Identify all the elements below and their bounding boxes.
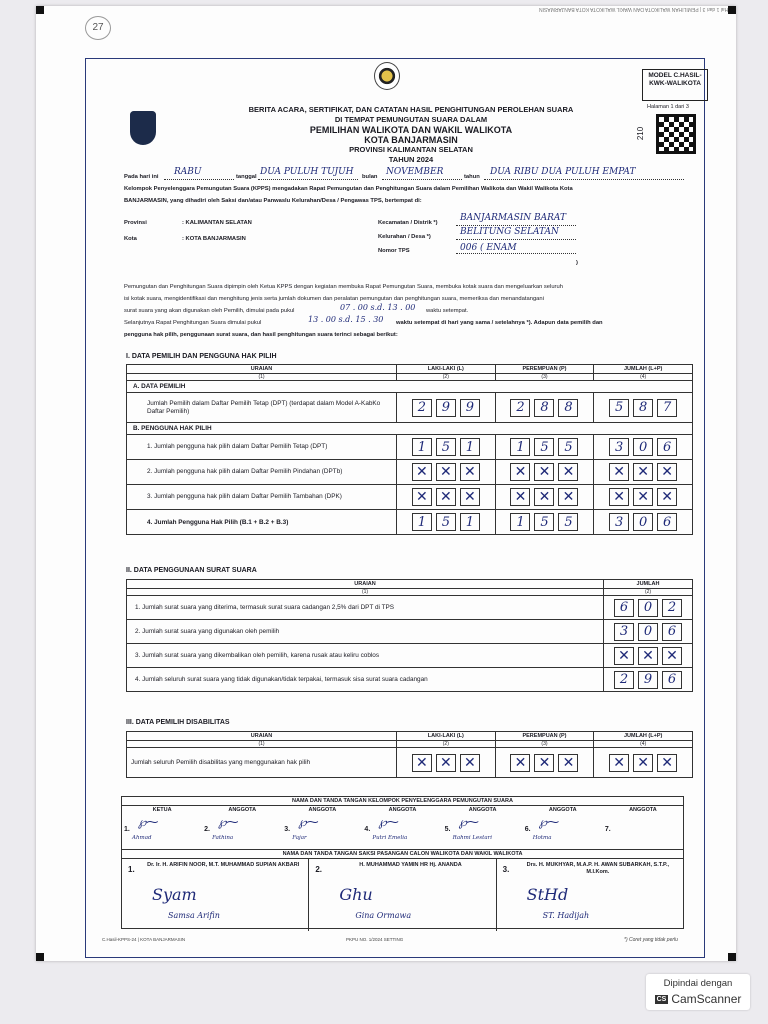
- col-number: (1): [127, 741, 397, 748]
- digit-group: [397, 463, 495, 481]
- digit-group: [594, 438, 692, 456]
- digit-box: 2: [614, 671, 634, 689]
- witness-name: ST. Hadijah: [542, 911, 590, 920]
- digit-box: ✕: [558, 488, 578, 506]
- digit-box: 1: [412, 513, 432, 531]
- signature-role: ANGGOTA: [228, 807, 257, 813]
- row-label: 1. Jumlah surat suara yang diterima, termasuk surat suara cadangan 2,5% dari DPT di TPS: [127, 596, 604, 620]
- saksi-signature-cell: [497, 859, 683, 931]
- label-bulan: bulan: [362, 174, 378, 180]
- intro-paragraph: Kelompok Penyelenggara Pemungutan Suara (KPPS) mengadakan Rapat Pemungutan dan Penghitungan Suara dalam Pemilihan Walikota dan Wakil Walikota Kota: [124, 186, 573, 192]
- digit-box: 2: [510, 399, 530, 417]
- label-tahun: tahun: [464, 174, 480, 180]
- field-bulan: NOVEMBER: [386, 167, 444, 177]
- body-line: pengguna hak pilih, penggunaan surat suara, dan hasil penghitungan suara terinci sebagai berikut:: [124, 332, 398, 338]
- signature-number: 3.: [284, 826, 291, 833]
- col-number: (2): [397, 374, 496, 381]
- digit-box: ✕: [662, 647, 682, 665]
- digit-box: ✕: [436, 754, 456, 772]
- digit-box: ✕: [633, 754, 653, 772]
- value-kecamatan: BANJARMASIN BARAT: [460, 213, 566, 223]
- saksi-signature-cell: [309, 859, 496, 931]
- digit-group: [604, 671, 692, 689]
- col-header: URAIAN: [127, 580, 604, 589]
- camscanner-watermark: [646, 974, 750, 1010]
- table-row: [127, 620, 693, 644]
- kpps-signature-cell: [443, 806, 523, 849]
- field-tanggal: DUA PULUH TUJUH: [260, 167, 354, 177]
- row-label: Jumlah Pemilih dalam Daftar Pemilih Tetap (DPT) (terdapat dalam Model A-KabKo Daftar Pemilih): [127, 393, 397, 423]
- registration-mark: [36, 6, 44, 14]
- digit-group: [594, 513, 692, 531]
- col-header: URAIAN: [127, 365, 397, 374]
- digit-group: [496, 463, 594, 481]
- digit-group: [604, 623, 692, 641]
- kpps-signature-cell: [122, 806, 202, 849]
- digit-box: 6: [657, 438, 677, 456]
- digit-box: 6: [662, 623, 682, 641]
- table-row: [127, 668, 693, 692]
- signature-number: 1.: [124, 826, 130, 833]
- col-header: JUMLAH (L+P): [594, 365, 693, 374]
- digit-box: 0: [638, 599, 658, 617]
- digit-group: [594, 463, 692, 481]
- qr-code-icon: [656, 114, 696, 154]
- col-number: (3): [495, 741, 594, 748]
- header-line: PEMILIHAN WALIKOTA DAN WAKIL WALIKOTA: [309, 125, 513, 135]
- table-row: [127, 435, 693, 460]
- signature-role: ANGGOTA: [468, 807, 497, 813]
- section-3-table: [126, 731, 693, 778]
- digit-box: 8: [558, 399, 578, 417]
- digit-box: 6: [657, 513, 677, 531]
- col-header: PEREMPUAN (P): [495, 365, 594, 374]
- digit-group: [496, 513, 594, 531]
- kpps-signature-row: [122, 806, 683, 850]
- section-3-title: III. DATA PEMILIH DISABILITAS: [126, 719, 230, 726]
- kpps-signature-cell: [202, 806, 282, 849]
- time-voting: 07 . 00 s.d. 13 . 00: [340, 303, 416, 312]
- body-line: surat suara yang akan digunakan oleh Pemilih, dimulai pada pukul: [124, 308, 295, 314]
- regional-logo: [130, 111, 156, 145]
- row-label: Jumlah seluruh Pemilih disabilitas yang menggunakan hak pilih: [127, 748, 397, 778]
- value-kota: : KOTA BANJARMASIN: [182, 236, 246, 242]
- digit-box: 5: [558, 438, 578, 456]
- header-line: TAHUN 2024: [388, 155, 434, 164]
- signature-number: 2.: [204, 826, 210, 833]
- value-kelurahan: BELITUNG SELATAN: [460, 227, 559, 237]
- digit-box: 8: [633, 399, 653, 417]
- signature-role: KETUA: [152, 807, 172, 813]
- digit-box: ✕: [510, 488, 530, 506]
- digit-box: 1: [460, 438, 480, 456]
- digit-box: 5: [436, 513, 456, 531]
- signature-scrawl: ℘⁓: [538, 815, 560, 829]
- digit-group: [496, 438, 594, 456]
- digit-box: 6: [614, 599, 634, 617]
- col-header: JUMLAH: [604, 580, 693, 589]
- form-header: [206, 105, 616, 165]
- signature-number: 6.: [524, 826, 531, 833]
- signature-number: 5.: [444, 826, 451, 833]
- signature-number: 4.: [364, 826, 371, 833]
- signature-name: Fathina: [212, 835, 234, 841]
- signature-number: 3.: [502, 865, 510, 874]
- digit-group: [397, 488, 495, 506]
- digit-box: 3: [614, 623, 634, 641]
- digit-group: [594, 488, 692, 506]
- saksi-signature-cell: [122, 859, 309, 931]
- saksi-signature-header: NAMA DAN TANDA TANGAN SAKSI PASANGAN CALON WALIKOTA DAN WAKIL WALIKOTA: [122, 850, 683, 859]
- digit-box: ✕: [534, 754, 554, 772]
- candidate-pair: H. MUHAMMAD YAMIN HR Hj. ANANDA: [359, 862, 462, 868]
- digit-box: ✕: [609, 754, 629, 772]
- col-number: (1): [127, 374, 397, 381]
- digit-box: 0: [633, 438, 653, 456]
- signature-scrawl: ℘⁓: [458, 815, 479, 829]
- section-1-title: I. DATA PEMILIH DAN PENGGUNA HAK PILIH: [126, 353, 277, 360]
- kpps-signature-cell: [603, 806, 683, 849]
- digit-group: [397, 438, 495, 456]
- digit-box: ✕: [460, 754, 480, 772]
- digit-box: ✕: [633, 488, 653, 506]
- tps-close: ): [576, 260, 578, 266]
- col-number: (2): [604, 589, 693, 596]
- signature-number: 2.: [315, 865, 322, 874]
- label-provinsi: Provinsi: [124, 220, 147, 226]
- signature-name: Ahmad: [132, 835, 152, 841]
- registration-mark: [728, 6, 736, 14]
- digit-box: ✕: [657, 488, 677, 506]
- kpps-signature-cell: [523, 806, 603, 849]
- digit-box: ✕: [558, 463, 578, 481]
- candidate-pair: Dr. Ir. H. ARIFIN NOOR, M.T. MUHAMMAD SUPIAN AKBARI: [147, 862, 300, 868]
- row-label: 2. Jumlah surat suara yang digunakan oleh pemilih: [127, 620, 604, 644]
- digit-box: 9: [460, 399, 480, 417]
- digit-box: ✕: [412, 463, 432, 481]
- digit-box: ✕: [412, 754, 432, 772]
- digit-box: ✕: [510, 463, 530, 481]
- digit-box: ✕: [460, 488, 480, 506]
- table-row: [127, 393, 693, 423]
- digit-box: ✕: [657, 754, 677, 772]
- candidate-pair: Drs. H. MUKHYAR, M.A.P. H. AWAN SUBARKAH, S.T.P., M.I.Kom.: [526, 862, 670, 875]
- body-line: isi kotak suara, mengidentifikasi dan menghitung jenis serta jumlah dokumen dan peralatan pemungutan dan penghitungan suara, memeriksa dan menandatangani: [124, 296, 544, 302]
- digit-box: 5: [609, 399, 629, 417]
- digit-box: 8: [534, 399, 554, 417]
- digit-box: 5: [534, 438, 554, 456]
- field-hari: RABU: [174, 167, 202, 177]
- kpps-signature-header: NAMA DAN TANDA TANGAN KELOMPOK PENYELENGGARA PEMUNGUTAN SUARA: [122, 797, 683, 806]
- digit-box: ✕: [412, 488, 432, 506]
- page-indicator: Halaman 1 dari 3: [647, 104, 689, 110]
- table-row: [127, 596, 693, 620]
- row-label: 4. Jumlah seluruh surat suara yang tidak digunakan/tidak terpakai, termasuk sisa surat suara cadangan: [127, 668, 604, 692]
- header-line: BERITA ACARA, SERTIFIKAT, DAN CATATAN HASIL PENGHITUNGAN PEROLEHAN SUARA: [248, 105, 574, 114]
- header-line: PROVINSI KALIMANTAN SELATAN: [349, 145, 473, 154]
- signature-table: [121, 796, 684, 929]
- col-number: (2): [397, 741, 496, 748]
- digit-box: ✕: [510, 754, 530, 772]
- row-label: 4. Jumlah Pengguna Hak Pilih (B.1 + B.2 + B.3): [127, 510, 397, 535]
- body-line: waktu setempat.: [426, 308, 469, 314]
- digit-box: ✕: [558, 754, 578, 772]
- footer-center: PKPU NO. 1/2024 SETTING: [346, 937, 404, 942]
- digit-box: ✕: [436, 463, 456, 481]
- table-row: [127, 485, 693, 510]
- label-kecamatan: Kecamatan / Distrik *): [378, 220, 438, 226]
- top-strip: Hal 1 dari 3 | PEMILIHAN WALIKOTA DAN WAKIL WALIKOTA KOTA BANJARMASIN: [538, 6, 728, 12]
- digit-box: 5: [534, 513, 554, 531]
- digit-box: 1: [510, 438, 530, 456]
- qr-number: 210: [636, 126, 646, 141]
- digit-box: ✕: [614, 647, 634, 665]
- section-2-title: II. DATA PENGGUNAAN SURAT SUARA: [126, 567, 257, 574]
- witness-name: Gina Ormawa: [355, 911, 412, 920]
- digit-group: [397, 399, 495, 417]
- intro-paragraph: BANJARMASIN, yang dihadiri oleh Saksi dan/atau Panwaslu Kelurahan/Desa / Pengawas TPS, bertempat di:: [124, 198, 422, 204]
- signature-scrawl: Ghu: [339, 885, 373, 904]
- digit-box: ✕: [609, 463, 629, 481]
- signature-role: ANGGOTA: [308, 807, 337, 813]
- label-pada-hari: Pada hari ini: [124, 174, 159, 180]
- digit-box: 1: [412, 438, 432, 456]
- body-line: Selanjutnya Rapat Penghitungan Suara dimulai pukul: [124, 320, 262, 326]
- digit-box: 3: [609, 438, 629, 456]
- digit-box: 1: [510, 513, 530, 531]
- col-header: LAKI-LAKI (L): [397, 365, 496, 374]
- signature-number: 1.: [128, 865, 135, 874]
- digit-box: 6: [662, 671, 682, 689]
- kpps-signature-cell: [282, 806, 362, 849]
- row-label: 3. Jumlah surat suara yang dikembalikan oleh pemilih, karena rusak atau keliru coblos: [127, 644, 604, 668]
- subsection-a-title: A. DATA PEMILIH: [127, 381, 693, 393]
- field-tahun: DUA RIBU DUA PULUH EMPAT: [490, 167, 636, 177]
- digit-box: 0: [633, 513, 653, 531]
- col-header: URAIAN: [127, 732, 397, 741]
- digit-box: 2: [662, 599, 682, 617]
- label-tps: Nomor TPS: [378, 248, 410, 254]
- model-code: MODEL C.HASIL-KWK-WALIKOTA: [642, 69, 708, 101]
- digit-group: [397, 754, 495, 772]
- footer-left: C.Hasil-KPPS-24 | KOTA BANJARMASIN: [102, 937, 186, 942]
- time-counting: 13 . 00 s.d. 15 . 30: [308, 315, 384, 324]
- col-number: (1): [127, 589, 604, 596]
- footer-note: *) Coret yang tidak perlu: [624, 937, 678, 943]
- header-line: KOTA BANJARMASIN: [364, 135, 458, 145]
- body-line: Pemungutan dan Penghitungan Suara dipimpin oleh Ketua KPPS dengan kegiatan membuka Rapat Pemungutan Suara, membuka kotak suara dan mengeluarkan seluruh: [124, 284, 563, 290]
- digit-group: [397, 513, 495, 531]
- digit-group: [496, 399, 594, 417]
- digit-group: [496, 754, 594, 772]
- label-kota: Kota: [124, 236, 137, 242]
- digit-box: ✕: [633, 463, 653, 481]
- digit-box: 7: [657, 399, 677, 417]
- row-label: 2. Jumlah pengguna hak pilih dalam Daftar Pemilih Pindahan (DPTb): [127, 460, 397, 485]
- witness-name: Samsa Arifin: [168, 911, 220, 920]
- signature-name: Rahmi Lestari: [452, 835, 492, 841]
- digit-box: 9: [436, 399, 456, 417]
- page-stamp: 27: [85, 16, 111, 40]
- signature-name: Fajar: [292, 835, 307, 841]
- camscanner-logo-icon: CS: [656, 995, 667, 1003]
- kpu-logo: [374, 62, 400, 90]
- signature-name: Hotma: [532, 835, 552, 841]
- signature-scrawl: Syam: [152, 885, 197, 904]
- registration-mark: [728, 953, 736, 961]
- signature-scrawl: ℘⁓: [218, 815, 239, 829]
- digit-box: 5: [558, 513, 578, 531]
- signature-scrawl: ℘⁓: [378, 815, 399, 829]
- kpps-signature-cell: [362, 806, 442, 849]
- col-header: LAKI-LAKI (L): [397, 732, 496, 741]
- digit-box: ✕: [460, 463, 480, 481]
- label-kelurahan: Kelurahan / Desa *): [378, 234, 431, 240]
- digit-box: 0: [638, 623, 658, 641]
- digit-group: [604, 599, 692, 617]
- table-row: [127, 510, 693, 535]
- registration-mark: [36, 953, 44, 961]
- col-number: (4): [594, 374, 693, 381]
- signature-role: ANGGOTA: [629, 807, 657, 813]
- signature-scrawl: ℘⁓: [138, 815, 159, 829]
- form-sheet: [36, 6, 736, 961]
- digit-box: ✕: [534, 488, 554, 506]
- section-2-table: [126, 579, 693, 692]
- digit-box: ✕: [638, 647, 658, 665]
- col-header: PEREMPUAN (P): [495, 732, 594, 741]
- row-label: 1. Jumlah pengguna hak pilih dalam Daftar Pemilih Tetap (DPT): [127, 435, 397, 460]
- label-tanggal: tanggal: [236, 174, 257, 180]
- digit-box: ✕: [436, 488, 456, 506]
- row-label: 3. Jumlah pengguna hak pilih dalam Daftar Pemilih Tambahan (DPK): [127, 485, 397, 510]
- body-line: waktu setempat di hari yang sama / setelahnya *). Adapun data pemilih dan: [396, 320, 603, 326]
- table-row: [127, 460, 693, 485]
- col-header: JUMLAH (L+P): [594, 732, 693, 741]
- digit-box: ✕: [609, 488, 629, 506]
- signature-role: ANGGOTA: [548, 807, 577, 813]
- header-line: DI TEMPAT PEMUNGUTAN SUARA DALAM: [334, 115, 488, 124]
- digit-group: [496, 488, 594, 506]
- signature-scrawl: StHd: [526, 885, 569, 904]
- digit-box: 9: [638, 671, 658, 689]
- value-tps: 006 ( ENAM: [460, 243, 517, 253]
- camscanner-name: CamScanner: [671, 992, 742, 1006]
- table-row: [127, 644, 693, 668]
- col-number: (4): [594, 741, 693, 748]
- saksi-signature-row: [122, 859, 683, 931]
- col-number: (3): [495, 374, 594, 381]
- digit-group: [594, 754, 692, 772]
- digit-box: 5: [436, 438, 456, 456]
- value-provinsi: : KALIMANTAN SELATAN: [182, 220, 252, 226]
- watermark-caption: Dipindai dengan: [663, 978, 733, 989]
- digit-box: 1: [460, 513, 480, 531]
- digit-group: [604, 647, 692, 665]
- digit-group: [594, 399, 692, 417]
- signature-role: ANGGOTA: [388, 807, 417, 813]
- section-1-table: [126, 364, 693, 535]
- table-row: [127, 748, 693, 778]
- digit-box: 3: [609, 513, 629, 531]
- digit-box: ✕: [534, 463, 554, 481]
- digit-box: ✕: [657, 463, 677, 481]
- signature-scrawl: ℘⁓: [298, 815, 319, 829]
- signature-name: Putri Emelia: [372, 835, 408, 841]
- subsection-b-title: B. PENGGUNA HAK PILIH: [127, 423, 693, 435]
- signature-number: 7.: [604, 826, 611, 833]
- digit-box: 2: [412, 399, 432, 417]
